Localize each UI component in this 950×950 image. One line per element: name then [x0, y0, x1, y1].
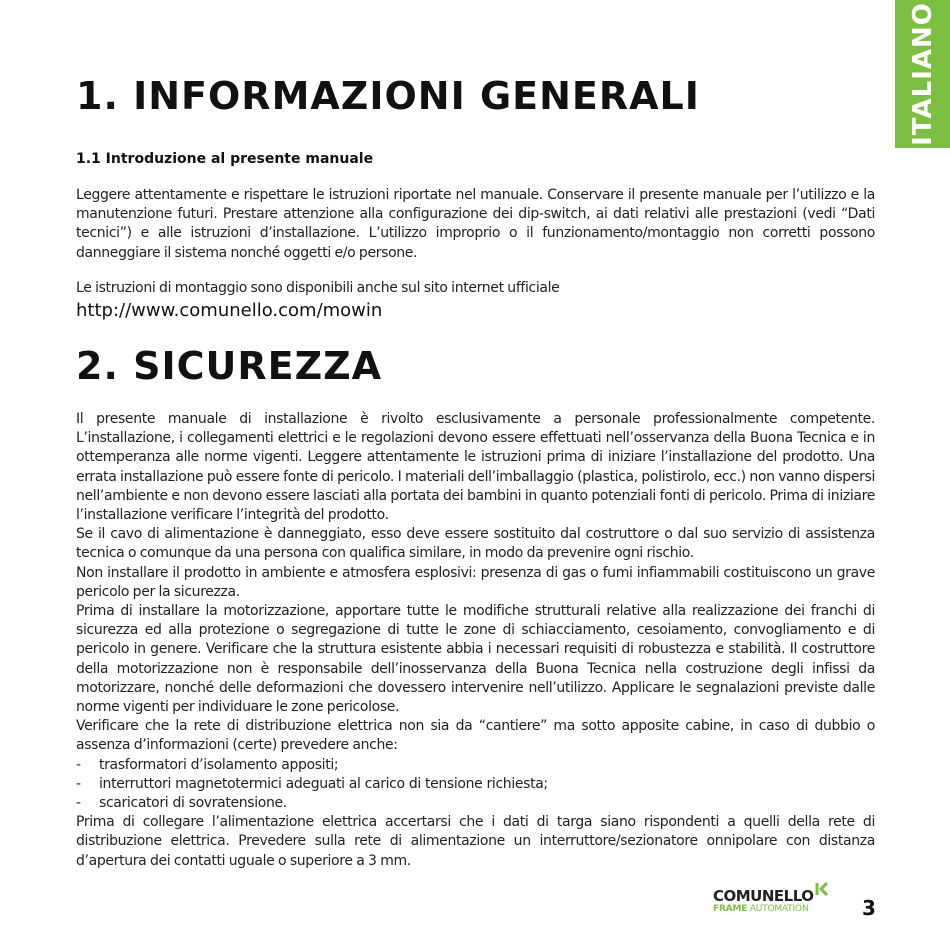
safety-paragraph: Prima di collegare l’alimentazione elettrica accertarsi che i dati di targa siano rispondenti a quelli della rete di distribuzione elettrica. Prevedere sulla rete di alimentazione un interruttore/sezionatore onnipolare con distanza d’apertura dei contatti uguale o superiore a 3 mm. — [76, 814, 875, 869]
logo-wordmark: COMUNELLO — [713, 887, 814, 905]
logo-mark-icon — [814, 882, 828, 900]
language-tab — [895, 0, 950, 148]
logo-tagline-rest: AUTOMATION — [749, 904, 809, 914]
logo-tagline — [713, 904, 828, 915]
section-2-heading: 2. SICUREZZA — [76, 344, 383, 389]
safety-paragraph: Il presente manuale di installazione è rivolto esclusivamente a personale professionalmente competente. L’installazione, i collegamenti elettrici e le regolazioni devono essere effettuati nell’osservanza della Buona Tecnica e in ottemperanza alle norme vigenti. Leggere attentamente le istruzioni prima di iniziare l’installazione del prodotto. Una errata installazione può essere fonte di pericolo. I materiali dell’imballaggio (plastica, polistirolo, ecc.) non vanno dispersi nell’ambiente e non devono essere lasciati alla portata dei bambini in quanto potenziali fonti di pericolo. Prima di iniziare l’installazione verificare l’integrità del prodotto. — [76, 411, 875, 524]
safety-paragraph: Se il cavo di alimentazione è danneggiato, esso deve essere sostituito dal costruttore o dal suo servizio di assistenza tecnica o comunque da una persona con qualifica similare, in modo da prevenire ogni rischio. — [76, 526, 875, 562]
website-note: Le istruzioni di montaggio sono disponibili anche sul sito internet ufficiale — [76, 279, 560, 296]
list-item: - interruttori magnetotermici adeguati al carico di tensione richiesta; — [76, 775, 875, 794]
safety-text — [76, 410, 875, 871]
comunello-logo — [713, 888, 828, 918]
website-link[interactable]: http://www.comunello.com/mowin — [76, 300, 383, 322]
list-item: - scaricatori di sovratensione. — [76, 794, 875, 813]
intro-paragraph: Leggere attentamente e rispettare le istruzioni riportate nel manuale. Conservare il presente manuale per l’utilizzo e la manutenzione futuri. Prestare attenzione alla configurazione dei dip-switch, ai dati relativi alle prestazioni (vedi “Dati tecnici”) e alle istruzioni d’installazione. L’utilizzo improprio o il funzionamento/montaggio non corretti possono danneggiare il sistema nonché oggetti e/o persone. — [76, 187, 875, 261]
safety-paragraph: Verificare che la rete di distribuzione elettrica non sia da “cantiere” ma sotto apposite cabine, in caso di dubbio o assenza d’informazioni (certe) prevedere anche: — [76, 718, 875, 754]
logo-tagline-bold: FRAME — [713, 904, 748, 914]
language-tab-label: ITALIANO — [907, 2, 938, 146]
list-item: - trasformatori d’isolamento appositi; — [76, 756, 875, 775]
safety-paragraph: Prima di installare la motorizzazione, apportare tutte le modifiche strutturali relative alla realizzazione dei franchi di sicurezza ed alla protezione o segregazione di tutte le zone di schiacciamento, cesoiamento, convogliamento e di pericolo in genere. Verificare che la struttura esistente abbia i necessari requisiti di robustezza e stabilità. Il costruttore della motorizzazione non è responsabile dell’inosservanza della Buona Tecnica nella costruzione degli infissi da motorizzare, nonché delle deformazioni che dovessero intervenire nell’utilizzo. Applicare le segnalazioni previste dalle norme vigenti per individuare le zone pericolose. — [76, 603, 875, 716]
page-number: 3 — [862, 896, 876, 920]
section-1-1-subheading: 1.1 Introduzione al presente manuale — [76, 151, 374, 167]
requirements-list — [76, 756, 875, 814]
section-1-heading: 1. INFORMAZIONI GENERALI — [76, 74, 700, 118]
safety-paragraph: Non installare il prodotto in ambiente e atmosfera esplosivi: presenza di gas o fumi infiammabili costituiscono un grave pericolo per la sicurezza. — [76, 564, 875, 600]
page-content — [76, 72, 875, 871]
